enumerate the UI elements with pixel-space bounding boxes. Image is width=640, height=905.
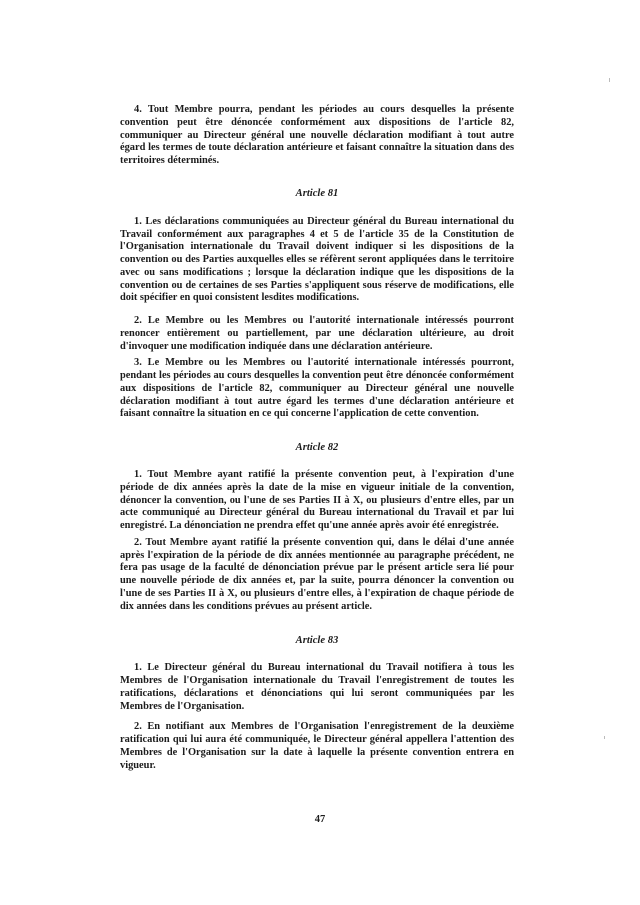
paragraph-4: 4. Tout Membre pourra, pendant les périodes au cours desquelles la présente convention peut être dénoncée conformément aux dispositions de l'article 82, communiquer au Directeur général une nouvelle déclaration modifiant à tout autre égard les termes de toute déclaration antérieure et faisant connaître la situation dans des territoires déterminés. bbox=[120, 104, 514, 166]
scan-speck bbox=[604, 736, 605, 739]
article-81-paragraph-3: 3. Le Membre ou les Membres ou l'autorité internationale intéressés pourront, pendant les périodes au cours desquelles la convention peut être dénoncée conformément aux dispositions de l'article 82, communiquer au Directeur général une nouvelle déclaration modifiant à tout autre égard les termes d'une déclaration antérieure et faisant connaître la situation en ce qui concerne l'application de cette convention. bbox=[120, 357, 514, 420]
scan-speck bbox=[609, 78, 610, 82]
article-82-paragraph-2: 2. Tout Membre ayant ratifié la présente convention qui, dans le délai d'une année après l'expiration de la période de dix années mentionnée au paragraphe précédent, ne fera pas usage de la faculté de dénonciation prévue par le présent article sera lié pour une nouvelle période de dix années et, par la suite, pourra dénoncer la convention ou l'une de ses Parties II à X, ou plusieurs d'entre elles, à l'expiration de chaque période de dix années dans les conditions prévues au présent article. bbox=[120, 536, 514, 612]
article-83-heading: Article 83 bbox=[295, 635, 339, 647]
article-83-paragraph-2: 2. En notifiant aux Membres de l'Organisation l'enregistrement de la deuxième ratification qui lui aura été communiquée, le Directeur général appellera l'attention des Membres de l'Organisation sur la date à laquelle la présente convention entrera en vigueur. bbox=[120, 721, 514, 771]
article-82-heading: Article 82 bbox=[295, 442, 339, 453]
article-82-paragraph-1: 1. Tout Membre ayant ratifié la présente convention peut, à l'expiration d'une période de dix années après la date de la mise en vigueur initiale de la convention, dénoncer la convention, ou l'une de ses Parties II à X, ou plusieurs d'entre elles, par un acte communiqué au Directeur général du Bureau international du Travail et par lui enregistré. La dénonciation ne prendra effet qu'une année après avoir été enregistrée. bbox=[120, 469, 514, 531]
article-81-heading: Article 81 bbox=[295, 187, 339, 199]
article-81-paragraph-1: 1. Les déclarations communiquées au Directeur général du Bureau international du Travail conformément aux paragraphes 4 et 5 de l'article 35 de la Constitution de l'Organisation internationale du Travail doivent indiquer si les dispositions de la convention ou des Parties auxquelles elles se réfèrent seront appliquées dans le territoire avec ou sans modifications ; lorsque la déclaration indique que les dispositions de la convention ou de certaines de ses Parties s'appliquent sous réserve de modifications, elle doit spécifier en quoi consistent lesdites modifications. bbox=[120, 215, 514, 304]
article-83-paragraph-1: 1. Le Directeur général du Bureau international du Travail notifiera à tous les Membres de l'Organisation internationale du Travail l'enregistrement de toutes les ratifications, déclarations et dénonciations qui lui seront communiquées par les Membres de l'Organisation. bbox=[120, 662, 514, 712]
article-81-paragraph-2: 2. Le Membre ou les Membres ou l'autorité internationale intéressés pourront renoncer entièrement ou partiellement, par une déclaration ultérieure, au droit d'invoquer une modification indiquée dans une déclaration antérieure. bbox=[120, 315, 514, 352]
page-number: 47 bbox=[314, 814, 326, 825]
document-page bbox=[120, 104, 514, 772]
